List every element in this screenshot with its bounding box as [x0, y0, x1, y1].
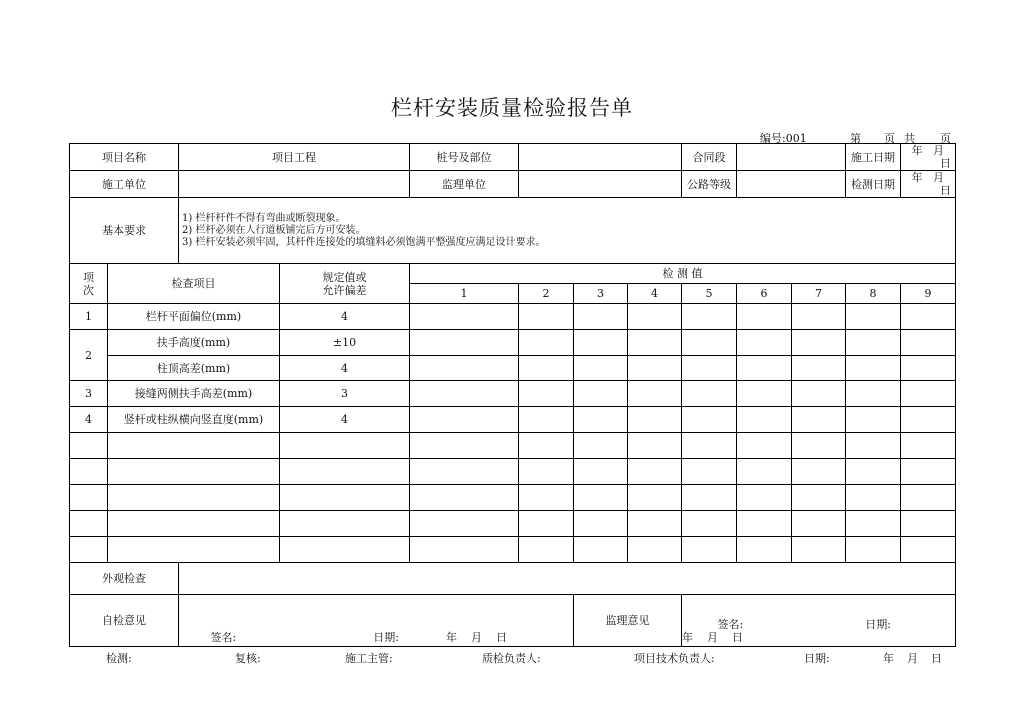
supervise-date: 日期: — [865, 618, 891, 631]
basic-requirements-list — [179, 198, 956, 264]
item-spec[interactable] — [280, 537, 410, 563]
check-date-year: 年 — [911, 171, 923, 184]
table-row — [70, 485, 956, 511]
item-spec: 4 — [280, 304, 410, 330]
self-check-month: 月 — [470, 631, 482, 644]
measure-col-7: 7 — [792, 284, 846, 304]
measure-cell[interactable] — [792, 381, 846, 407]
measure-cell[interactable] — [901, 330, 956, 356]
measure-cell[interactable] — [410, 381, 519, 407]
measure-cell[interactable] — [792, 537, 846, 563]
measure-cell[interactable] — [846, 407, 901, 433]
measure-cell[interactable] — [410, 330, 519, 356]
measure-cell[interactable] — [846, 381, 901, 407]
requirement-item: 1) 栏杆杆件不得有弯曲或断裂现象。 — [182, 212, 346, 224]
measure-cell[interactable] — [519, 459, 574, 485]
road-grade-label: 公路等级 — [682, 171, 737, 198]
contract-label: 合同段 — [682, 144, 737, 171]
check-date-label: 检测日期 — [846, 171, 901, 198]
item-spec[interactable] — [280, 511, 410, 537]
item-spec: 4 — [280, 407, 410, 433]
report-number: 编号:001 — [760, 132, 807, 145]
measure-cell[interactable] — [519, 381, 574, 407]
measure-cell[interactable] — [519, 537, 574, 563]
requirement-item: 3) 栏杆安装必须牢固，其杆件连接处的填缝料必须饱满平整强度应满足设计要求。 — [182, 236, 546, 248]
footer-review: 复核: — [235, 652, 261, 665]
measure-cell[interactable] — [737, 330, 792, 356]
measure-cell[interactable] — [682, 407, 737, 433]
table-row — [70, 304, 956, 330]
measure-cell[interactable] — [628, 433, 682, 459]
measure-cell[interactable] — [846, 356, 901, 381]
measure-col-8: 8 — [846, 284, 901, 304]
item-spec: ±10 — [280, 330, 410, 356]
measure-cell[interactable] — [682, 304, 737, 330]
item-index[interactable] — [70, 485, 108, 511]
project-name-label: 项目名称 — [70, 144, 179, 171]
measure-cell[interactable] — [574, 537, 628, 563]
build-date-label: 施工日期 — [846, 144, 901, 171]
self-check-opinion[interactable] — [179, 595, 574, 647]
item-index: 1 — [70, 304, 108, 330]
measure-col-1: 1 — [410, 284, 519, 304]
footer-year: 年 — [883, 652, 894, 665]
supervise-sign: 签名: — [717, 618, 744, 631]
measure-cell[interactable] — [628, 459, 682, 485]
table-row — [70, 381, 956, 407]
measure-cell[interactable] — [410, 407, 519, 433]
build-date-value[interactable] — [901, 144, 956, 171]
item-name: 柱顶高差(mm) — [108, 356, 280, 381]
table-row — [70, 356, 956, 381]
measure-cell[interactable] — [682, 485, 737, 511]
measure-cell[interactable] — [574, 381, 628, 407]
measure-cell[interactable] — [682, 381, 737, 407]
build-date-day: 日 — [940, 157, 952, 170]
measure-cell[interactable] — [628, 356, 682, 381]
measure-cell[interactable] — [846, 511, 901, 537]
footer-date: 日期: — [804, 652, 830, 665]
measure-cell[interactable] — [682, 330, 737, 356]
page-title: 栏杆安装质量检验报告单 — [391, 96, 633, 120]
measure-cell[interactable] — [682, 459, 737, 485]
page-label-2: 页 — [940, 132, 951, 145]
item-spec[interactable] — [280, 433, 410, 459]
item-name[interactable] — [108, 459, 280, 485]
measure-cell[interactable] — [410, 537, 519, 563]
item-spec: 3 — [280, 381, 410, 407]
measure-cell[interactable] — [574, 433, 628, 459]
measure-cell[interactable] — [901, 459, 956, 485]
measure-cell[interactable] — [682, 433, 737, 459]
page-total-gong: 共 — [904, 132, 915, 145]
measure-cell[interactable] — [846, 330, 901, 356]
item-spec[interactable] — [280, 485, 410, 511]
appearance-label: 外观检查 — [70, 563, 179, 595]
measure-cell[interactable] — [574, 459, 628, 485]
measure-cell[interactable] — [901, 407, 956, 433]
item-name[interactable] — [108, 537, 280, 563]
measure-cell[interactable] — [901, 356, 956, 381]
supervise-year: 年 — [682, 631, 694, 644]
measure-cell[interactable] — [519, 511, 574, 537]
supervise-label: 监理意见 — [574, 595, 682, 647]
item-name: 栏杆平面偏位(mm) — [108, 304, 280, 330]
measure-cell[interactable] — [410, 356, 519, 381]
measure-cell[interactable] — [410, 304, 519, 330]
measure-cell[interactable] — [846, 304, 901, 330]
table-row — [70, 511, 956, 537]
build-date-month: 月 — [933, 144, 945, 157]
footer-month: 月 — [907, 652, 918, 665]
check-date-day: 日 — [940, 184, 952, 197]
check-date-value[interactable] — [901, 171, 956, 198]
measure-cell[interactable] — [901, 433, 956, 459]
self-check-sign: 签名: — [210, 631, 237, 644]
measure-cell[interactable] — [410, 459, 519, 485]
measure-cell[interactable] — [846, 459, 901, 485]
measure-cell[interactable] — [574, 356, 628, 381]
table-row — [70, 407, 956, 433]
measure-cell[interactable] — [737, 356, 792, 381]
measure-cell[interactable] — [519, 433, 574, 459]
measure-cell[interactable] — [792, 511, 846, 537]
measure-cell[interactable] — [737, 511, 792, 537]
project-name-value: 项目工程 — [179, 144, 410, 171]
station-label: 桩号及部位 — [410, 144, 519, 171]
road-grade-value[interactable] — [737, 171, 846, 198]
measure-cell[interactable] — [682, 511, 737, 537]
measure-cell[interactable] — [846, 433, 901, 459]
supervise-month: 月 — [707, 631, 719, 644]
table-row — [70, 537, 956, 563]
item-index: 4 — [70, 407, 108, 433]
measure-cell[interactable] — [792, 356, 846, 381]
basic-requirements-label: 基本要求 — [70, 198, 179, 264]
measure-cell[interactable] — [519, 407, 574, 433]
measure-cell[interactable] — [737, 433, 792, 459]
table-row — [70, 330, 956, 356]
measure-cell[interactable] — [574, 511, 628, 537]
measure-cell[interactable] — [901, 381, 956, 407]
page-di: 第 — [850, 132, 861, 145]
self-check-day: 日 — [495, 631, 507, 644]
footer-qc-head: 质检负责人: — [482, 652, 541, 665]
measure-col-6: 6 — [737, 284, 792, 304]
col-spec-header: 规定值或 允许偏差 — [280, 264, 410, 304]
measure-cell[interactable] — [682, 356, 737, 381]
item-name: 扶手高度(mm) — [108, 330, 280, 356]
item-index: 3 — [70, 381, 108, 407]
col-index-header: 项 次 — [70, 264, 108, 304]
supervise-day: 日 — [732, 631, 744, 644]
col-item-header: 检查项目 — [108, 264, 280, 304]
contract-value[interactable] — [737, 144, 846, 171]
measure-cell[interactable] — [574, 407, 628, 433]
station-value[interactable] — [519, 144, 682, 171]
measure-cell[interactable] — [628, 537, 682, 563]
table-row — [70, 459, 956, 485]
build-date-year: 年 — [911, 144, 923, 157]
measure-cell[interactable] — [846, 537, 901, 563]
item-name: 接缝两侧扶手高差(mm) — [108, 381, 280, 407]
item-name[interactable] — [108, 485, 280, 511]
measure-cell[interactable] — [410, 433, 519, 459]
measure-cell[interactable] — [574, 330, 628, 356]
item-name: 竖杆或柱纵横向竖直度(mm) — [108, 407, 280, 433]
measure-cell[interactable] — [737, 459, 792, 485]
measure-cell[interactable] — [574, 485, 628, 511]
col-measure-header: 检 测 值 — [410, 264, 956, 284]
item-name[interactable] — [108, 511, 280, 537]
measure-cell[interactable] — [628, 407, 682, 433]
measure-cell[interactable] — [574, 304, 628, 330]
measure-cell[interactable] — [792, 485, 846, 511]
measure-cell[interactable] — [519, 330, 574, 356]
requirement-item: 2) 栏杆必须在人行道板铺完后方可安装。 — [182, 224, 366, 236]
measure-cell[interactable] — [519, 485, 574, 511]
measure-cell[interactable] — [792, 433, 846, 459]
self-check-label: 自检意见 — [70, 595, 179, 647]
footer-tech-head: 项目技术负责人: — [634, 652, 715, 665]
measure-cell[interactable] — [628, 381, 682, 407]
measure-cell[interactable] — [737, 537, 792, 563]
measure-cell[interactable] — [792, 330, 846, 356]
measure-cell[interactable] — [628, 330, 682, 356]
footer-site-manager: 施工主管: — [345, 652, 393, 665]
measure-cell[interactable] — [901, 511, 956, 537]
item-name[interactable] — [108, 433, 280, 459]
measure-cell[interactable] — [628, 511, 682, 537]
footer-check: 检测: — [106, 652, 132, 665]
item-index: 2 — [70, 330, 108, 381]
measure-cell[interactable] — [737, 407, 792, 433]
item-index[interactable] — [70, 459, 108, 485]
supervise-opinion[interactable] — [682, 595, 956, 647]
measure-cell[interactable] — [792, 407, 846, 433]
measure-cell[interactable] — [901, 485, 956, 511]
build-unit-label: 施工单位 — [70, 171, 179, 198]
table-row — [70, 433, 956, 459]
measure-col-5: 5 — [682, 284, 737, 304]
measure-cell[interactable] — [519, 356, 574, 381]
check-date-month: 月 — [933, 171, 945, 184]
measure-cell[interactable] — [737, 381, 792, 407]
measure-cell[interactable] — [901, 537, 956, 563]
measure-col-3: 3 — [574, 284, 628, 304]
measure-col-2: 2 — [519, 284, 574, 304]
item-spec: 4 — [280, 356, 410, 381]
item-spec[interactable] — [280, 459, 410, 485]
page-label: 页 — [884, 132, 895, 145]
item-index[interactable] — [70, 511, 108, 537]
measure-cell[interactable] — [737, 485, 792, 511]
measure-cell[interactable] — [519, 304, 574, 330]
supervise-unit-value[interactable] — [519, 171, 682, 198]
build-unit-value[interactable] — [179, 171, 410, 198]
self-check-year: 年 — [445, 631, 457, 644]
measure-cell[interactable] — [628, 485, 682, 511]
measure-col-9: 9 — [901, 284, 956, 304]
measure-cell[interactable] — [792, 304, 846, 330]
measure-cell[interactable] — [628, 304, 682, 330]
measure-cell[interactable] — [737, 304, 792, 330]
supervise-unit-label: 监理单位 — [410, 171, 519, 198]
measure-cell[interactable] — [682, 537, 737, 563]
measure-col-4: 4 — [628, 284, 682, 304]
measure-cell[interactable] — [410, 511, 519, 537]
appearance-value[interactable] — [179, 563, 956, 595]
inspection-form — [69, 143, 956, 647]
self-check-date: 日期: — [373, 631, 399, 644]
measure-cell[interactable] — [901, 304, 956, 330]
footer-day: 日 — [931, 652, 942, 665]
measure-cell[interactable] — [792, 459, 846, 485]
item-index[interactable] — [70, 537, 108, 563]
item-index[interactable] — [70, 433, 108, 459]
measure-cell[interactable] — [410, 485, 519, 511]
measure-cell[interactable] — [846, 485, 901, 511]
